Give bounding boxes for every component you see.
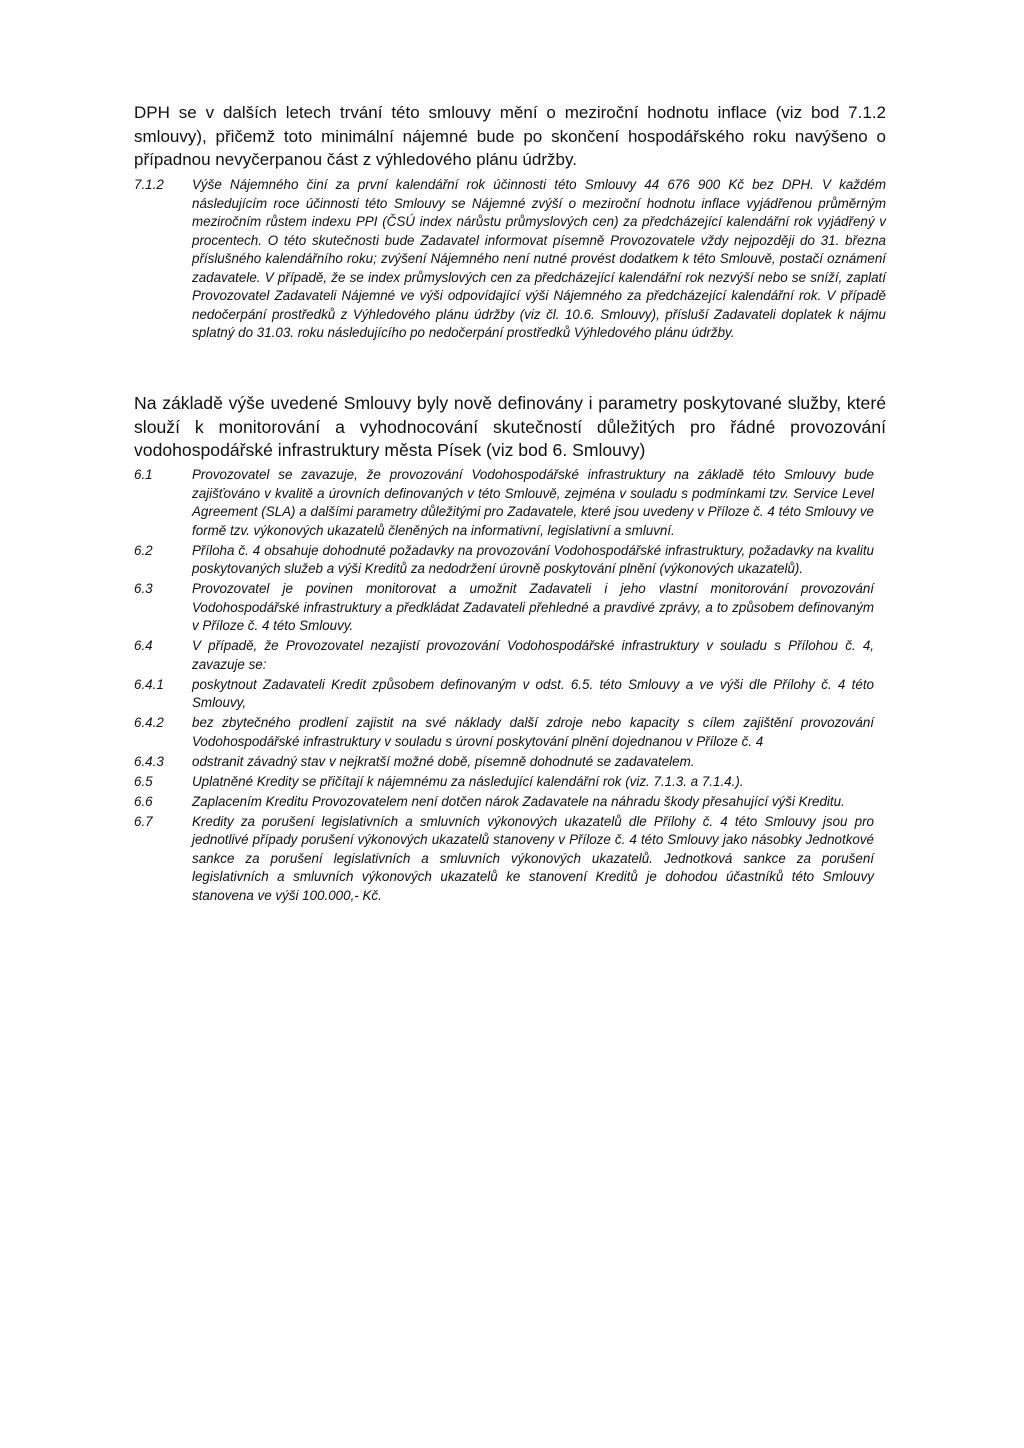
list-item-number: 6.4 bbox=[134, 638, 153, 653]
list-item-number: 6.4.2 bbox=[134, 715, 164, 730]
list-item-number: 6.4.3 bbox=[134, 753, 164, 769]
clause-row bbox=[134, 176, 886, 343]
list-item bbox=[134, 676, 874, 713]
list-item bbox=[134, 466, 874, 540]
clause-text: Výše Nájemného činí za první kalendářní rok účinnosti této Smlouvy 44 676 900 Kč bez DPH. V každém následujícím roce účinnosti této Smlouvy se Nájemné zvýší o meziroční hodnotu inflace vyjádřenou průměrným meziročním růstem indexu PPI (ČSÚ index nárůstu průmyslových cen) za předcházející kalendářní rok vyjádřený v procentech. O této skutečnosti bude Zadavatel informovat písemně Provozovatele vždy nejpozději do 31. března příslušného kalendářního roku; zvýšení Nájemného není nutné provést dodatkem k této Smlouvě, postačí oznámení zadavatele. V případě, že se index průmyslových cen za předcházející kalendářní rok nezvýší nebo se sníží, zaplatí Provozovatel Zadavateli Nájemné ve výši odpovídající výši Nájemného za předcházející kalendářní rok. V případě nedočerpání prostředků z Výhledového plánu údržby (viz čl. 10.6. Smlouvy), přísluší Zadavateli doplatek k nájmu splatný do 31.03. roku následujícího po nedočerpání prostředků Výhledového plánu údržby. bbox=[192, 177, 886, 340]
clause-number: 7.1.2 bbox=[134, 177, 164, 192]
list-item bbox=[134, 773, 874, 792]
list-item-text: Uplatněné Kredity se přičítají k nájemnému za následující kalendářní rok (viz. 7.1.3. a 7.1.4.). bbox=[192, 773, 744, 789]
list-item-text: Příloha č. 4 obsahuje dohodnuté požadavky na provozování Vodohospodářské infrastruktury, požadavky na kvalitu poskytovaných služeb a výši Kreditů za nedodržení úrovně poskytování plnění (výkonových ukazatelů). bbox=[192, 542, 874, 576]
list-item-number: 6.4.1 bbox=[134, 676, 164, 692]
list-item bbox=[134, 580, 874, 636]
list-item-text: odstranit závadný stav v nejkratší možné době, písemně dohodnuté se zadavatelem. bbox=[192, 753, 695, 769]
clause-list bbox=[134, 466, 874, 907]
list-item-number: 6.5 bbox=[134, 773, 153, 789]
list-item bbox=[134, 542, 874, 579]
list-item-number: 6.1 bbox=[134, 467, 153, 482]
list-item bbox=[134, 813, 874, 906]
list-item-text: Zaplacením Kreditu Provozovatelem není dotčen nárok Zadavatele na náhradu škody přesahující výši Kreditu. bbox=[192, 793, 845, 809]
intro-paragraph: DPH se v dalších letech trvání této smlouvy mění o meziroční hodnotu inflace (viz bod 7.1.2 smlouvy), přičemž toto minimální nájemné bude po skončení hospodářského roku navýšeno o případnou nevyčerpanou část z výhledového plánu údržby. bbox=[134, 103, 886, 169]
list-item-text: poskytnout Zadavateli Kredit způsobem definovaným v odst. 6.5. této Smlouvy a ve výši dle Přílohy č. 4 této Smlouvy, bbox=[192, 676, 874, 710]
list-item-text: Kredity za porušení legislativních a smluvních výkonových ukazatelů dle Přílohy č. 4 této Smlouvy jsou pro jednotlivé případy porušení výkonových ukazatelů stanoveny v Příloze č. 4 této Smlouvy jako násobky Jednotkové sankce za porušení legislativních a smluvních výkonových ukazatelů. Jednotková sankce za porušení legislativních a smluvních výkonových ukazatelů ke stanovení Kreditů je dohodou účastníků této Smlouvy stanovena ve výši 100.000,- Kč. bbox=[192, 813, 874, 903]
list-item bbox=[134, 793, 874, 812]
list-item-text: bez zbytečného prodlení zajistit na své náklady další zdroje nebo kapacity s cílem zajištění provozování Vodohospodářské infrastruktury v souladu s úrovní poskytování plnění dojednanou v Příloze č. 4 bbox=[192, 715, 874, 749]
list-item bbox=[134, 753, 874, 772]
list-item bbox=[134, 714, 874, 751]
list-item-number: 6.2 bbox=[134, 542, 153, 558]
clause-7-1-2 bbox=[134, 176, 886, 343]
list-item-number: 6.3 bbox=[134, 581, 153, 596]
list-item-number: 6.6 bbox=[134, 793, 153, 809]
list-item-number: 6.7 bbox=[134, 813, 153, 829]
summary-paragraph: Na základě výše uvedené Smlouvy byly nově definovány i parametry poskytované služby, které slouží k monitorování a vyhodnocování skutečností důležitých pro řádné provozování vodohospodářské infrastruktury města Písek (viz bod 6. Smlouvy) bbox=[134, 393, 886, 460]
list-item-text: Provozovatel se zavazuje, že provozování Vodohospodářské infrastruktury na základě této Smlouvy bude zajišťováno v kvalitě a úrovních definovaných v této Smlouvě, zejména v souladu s podmínkami tzv. Service Level Agreement (SLA) a dalšími parametry důležitými pro Zadavatele, které jsou uvedeny v Příloze č. 4 této Smlouvy ve formě tzv. výkonových ukazatelů členěných na informativní, legislativní a smluvní. bbox=[192, 467, 874, 538]
list-item-text: V případě, že Provozovatel nezajistí provozování Vodohospodářské infrastruktury v souladu s Přílohou č. 4, zavazuje se: bbox=[192, 638, 874, 672]
list-item bbox=[134, 637, 874, 674]
list-item-text: Provozovatel je povinen monitorovat a umožnit Zadavateli i jeho vlastní monitorování provozování Vodohospodářské infrastruktury a předkládat Zadavateli přehledné a pravdivé zprávy, a to způsobem definovaným v Příloze č. 4 této Smlouvy. bbox=[192, 581, 874, 633]
